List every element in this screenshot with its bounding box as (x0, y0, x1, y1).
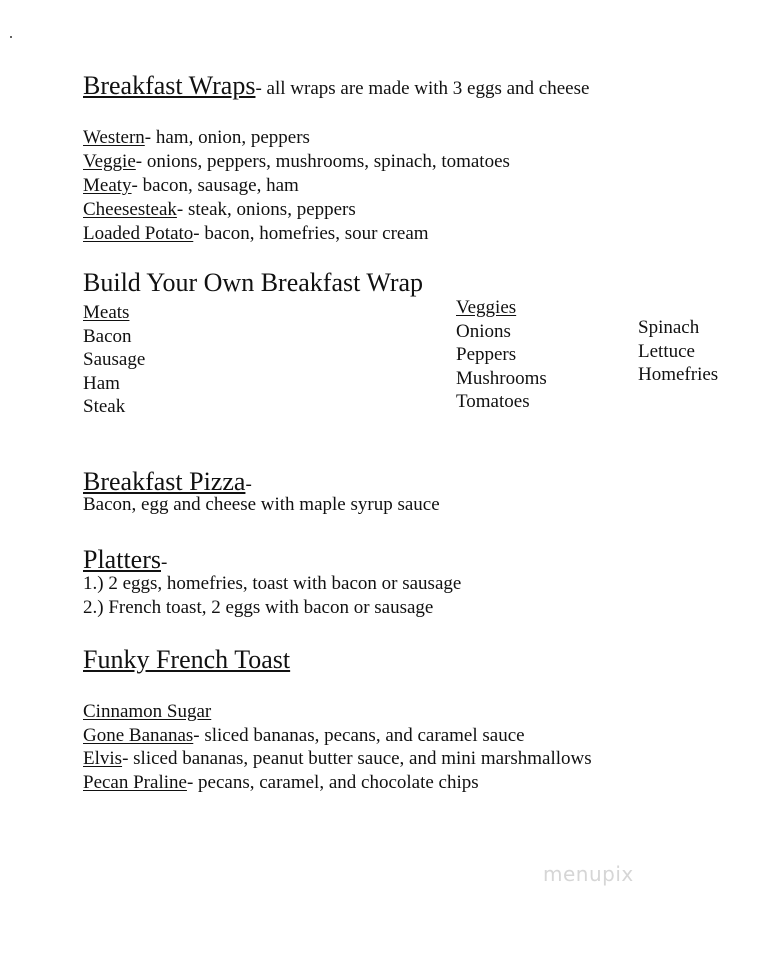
meat-item: Sausage (83, 349, 146, 370)
veggie-item: Mushrooms (456, 367, 547, 389)
breakfast-pizza-dash: - (245, 474, 252, 495)
meats-column (83, 301, 145, 419)
menu-item (83, 174, 510, 198)
menu-item-name: Pecan Praline (83, 771, 187, 793)
breakfast-wraps-note: - all wraps are made with 3 eggs and cheese (255, 78, 590, 99)
menu-item-name: Meaty (83, 175, 132, 196)
menu-item-desc: - bacon, homefries, sour cream (193, 223, 429, 244)
french-toast-list (83, 700, 592, 794)
platters-list (83, 572, 461, 620)
menu-item (83, 700, 592, 724)
breakfast-wraps-heading (83, 71, 589, 101)
menu-item-name: Cinnamon Sugar (83, 701, 212, 722)
veggie-item: Homefries (638, 364, 719, 385)
funky-french-toast-title: Funky French Toast (83, 645, 291, 674)
meat-item: Bacon (83, 325, 132, 347)
more-veggies-column (638, 316, 718, 387)
menu-item-name: Gone Bananas (83, 724, 194, 746)
meat-item: Steak (83, 396, 126, 417)
breakfast-wraps-title: Breakfast Wraps (83, 71, 256, 100)
menu-item-desc: - pecans, caramel, and chocolate chips (186, 771, 479, 793)
menu-item (83, 198, 510, 222)
meat-item: Ham (83, 372, 120, 394)
menu-item-name: Loaded Potato (83, 223, 194, 244)
breakfast-pizza-heading (83, 467, 252, 497)
menu-item-desc: - bacon, sausage, ham (131, 175, 299, 196)
build-your-own-title: Build Your Own Breakfast Wrap (83, 268, 424, 297)
breakfast-wraps-list (83, 126, 510, 246)
menu-item-name: Veggie (83, 151, 136, 172)
menu-item-desc: - ham, onion, peppers (144, 127, 310, 148)
veggie-item: Lettuce (638, 340, 695, 362)
menu-item-desc: - sliced bananas, peanut butter sauce, and mini marshmallows (122, 748, 592, 769)
scan-speck (10, 36, 12, 38)
menu-item (83, 126, 510, 150)
breakfast-pizza-title: Breakfast Pizza (83, 467, 246, 496)
menupix-watermark: menupix (543, 862, 634, 886)
menu-item-name: Cheesesteak (83, 199, 177, 220)
meats-label: Meats (83, 302, 130, 323)
menu-item (83, 150, 510, 174)
veggie-item: Tomatoes (456, 391, 530, 412)
veggie-item: Spinach (638, 317, 700, 338)
veggie-item: Peppers (456, 344, 517, 365)
menu-item (83, 747, 592, 771)
platters-dash: - (161, 552, 168, 573)
platters-title: Platters (83, 545, 161, 574)
breakfast-pizza-desc: Bacon, egg and cheese with maple syrup sauce (83, 494, 440, 515)
veggies-column (456, 296, 547, 414)
veggies-label: Veggies (456, 297, 517, 318)
veggie-item: Onions (456, 320, 511, 342)
menu-item-name: Elvis (83, 748, 123, 769)
menu-item-desc: - sliced bananas, pecans, and caramel sauce (193, 724, 525, 746)
menu-item (83, 771, 592, 795)
menu-item-desc: - onions, peppers, mushrooms, spinach, tomatoes (135, 151, 510, 172)
menu-item-name: Western (83, 127, 145, 148)
platter-item: 1.) 2 eggs, homefries, toast with bacon or sausage (83, 573, 462, 594)
menu-item (83, 724, 592, 748)
menu-item (83, 222, 510, 246)
menu-item-desc: - steak, onions, peppers (176, 199, 356, 220)
platter-item: 2.) French toast, 2 eggs with bacon or sausage (83, 597, 434, 618)
platters-heading (83, 545, 167, 575)
